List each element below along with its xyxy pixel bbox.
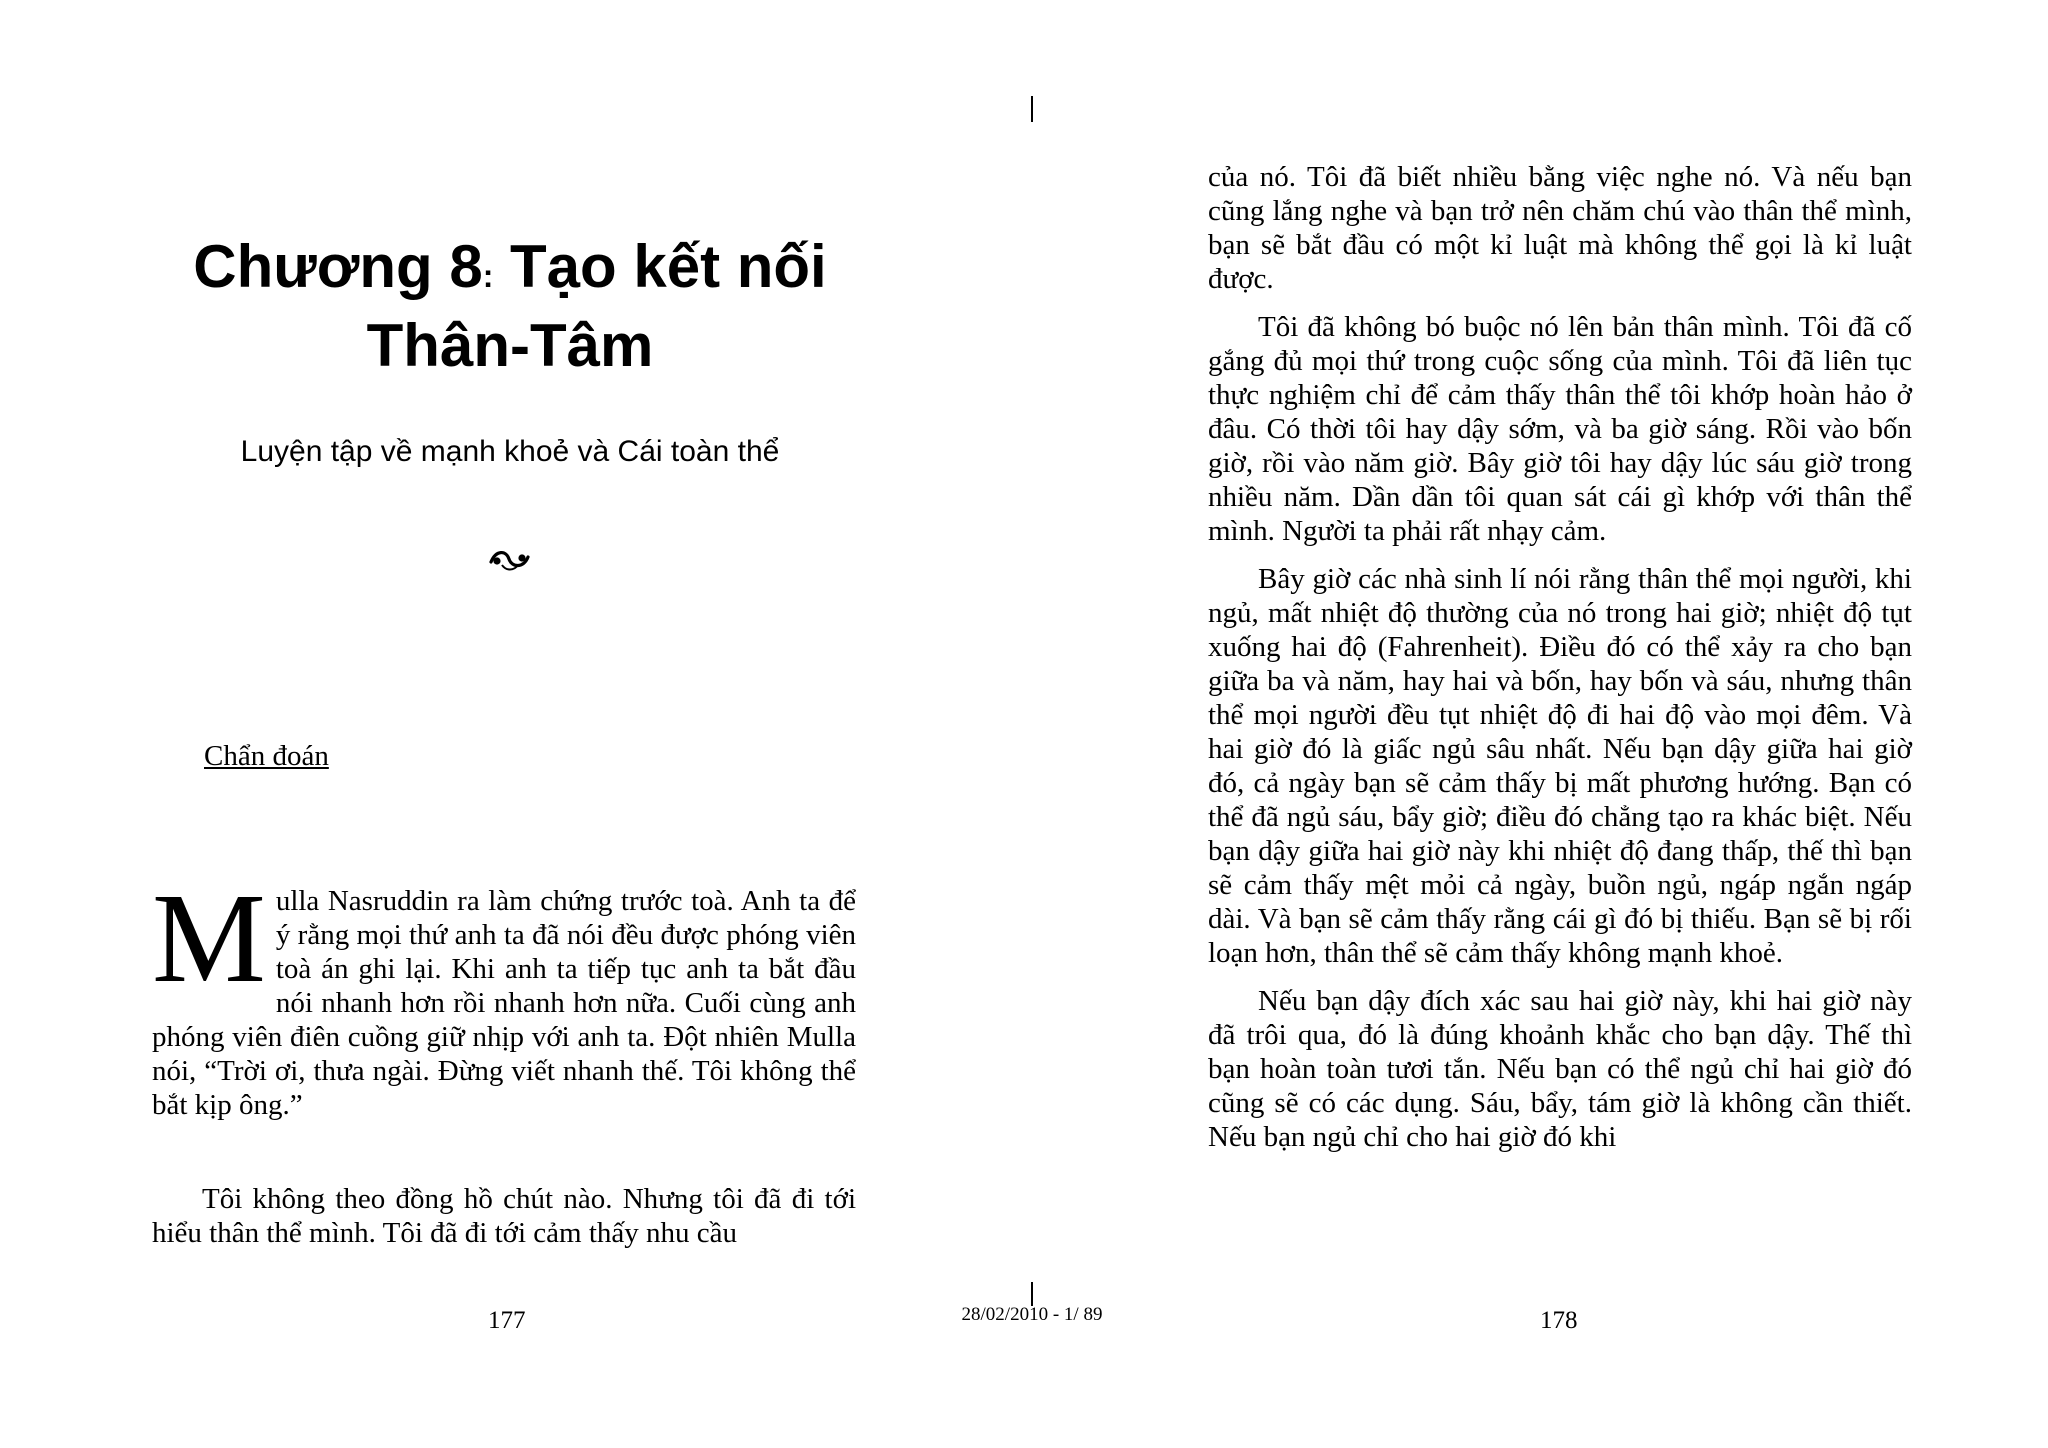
opening-paragraph [152,867,856,1122]
chapter-subtitle: Luyện tập về mạnh khoẻ và Cái toàn thể [240,435,780,468]
page-number-left: 177 [488,1307,526,1334]
section-heading: Chẩn đoán [204,740,329,772]
chapter-title [120,232,900,381]
right-paragraph-3: Bây giờ các nhà sinh lí nói rằng thân thể mọi người, khi ngủ, mất nhiệt độ thường của nó trong hai giờ; nhiệt độ tụt xuống hai độ (Fahrenheit). Điều đó có thể xảy ra cho bạn giữa ba và năm, hay hai và bốn, hay bốn và sáu, nhưng thân thể mọi người đều tụt nhiệt độ đi hai độ vào mọi đêm. Và hai giờ đó là giấc ngủ sâu nhất. Nếu bạn dậy giữa hai giờ đó, cả ngày bạn sẽ cảm thấy bị mất phương hướng. Bạn có thể đã ngủ sáu, bẩy giờ; điều đó chẳng tạo ra khác biệt. Nếu bạn dậy giữa hai giờ này khi nhiệt độ đang thấp, thế thì bạn sẽ cảm thấy mệt mỏi cả ngày, buồn ngủ, ngáp ngắn ngáp dài. Và bạn sẽ cảm thấy rằng cái gì đó bị thiếu. Bạn sẽ bị rối loạn hơn, thân thể sẽ cảm thấy không mạnh khoẻ. [1208,563,1912,969]
page-number-right: 178 [1540,1307,1578,1334]
drop-cap: M [152,867,266,1009]
right-paragraph-4: Nếu bạn dậy đích xác sau hai giờ này, khi hai giờ này đã trôi qua, đó là đúng khoảnh khắc cho bạn dậy. Thế thì bạn hoàn toàn tươi tắn. Nếu bạn có thể ngủ chỉ hai giờ đó cũng sẽ có các dụng. Sáu, bẩy, tám giờ là không cần thiết. Nếu bạn ngủ chỉ cho hai giờ đó khi [1208,985,1912,1153]
opening-paragraph-text: ulla Nasruddin ra làm chứng trước toà. Anh ta để ý rằng mọi thứ anh ta đã nói đều được phóng viên toà án ghi lại. Khi anh ta tiếp tục anh ta bắt đầu nói nhanh hơn rồi nhanh hơn nữa. Cuối cùng anh phóng viên điên cuồng giữ nhịp với anh ta. Đột nhiên Mulla nói, “Trời ơi, thưa ngài. Đừng viết nhanh thế. Tôi không thể bắt kịp ông.” [152,885,856,1121]
chapter-separator: : [482,258,494,294]
right-paragraph-2: Tôi đã không bó buộc nó lên bản thân mình. Tôi đã cố gắng đủ mọi thứ trong cuộc sống của mình. Tôi đã liên tục thực nghiệm chỉ để cảm thấy thân thể tôi khớp hoàn hảo ở đâu. Có thời tôi hay dậy sớm, và ba giờ sáng. Rồi vào bốn giờ, rồi vào năm giờ. Bây giờ tôi hay dậy lúc sáu giờ trong nhiều năm. Dần dần tôi quan sát cái gì khớp với thân thể mình. Người ta phải rất nhạy cảm. [1208,311,1912,547]
fleuron-icon [488,546,532,572]
right-paragraph-1: của nó. Tôi đã biết nhiều bằng việc nghe nó. Và nếu bạn cũng lắng nghe và bạn trở nên chăm chú vào thân thể mình, bạn sẽ bắt đầu có một kỉ luật mà không thể gọi là kỉ luật được. [1208,161,1912,295]
left-paragraph-2: Tôi không theo đồng hồ chút nào. Nhưng tôi đã đi tới hiểu thân thể mình. Tôi đã đi tới cảm thấy nhu cầu [152,1183,856,1249]
footer-date-page: 28/02/2010 - 1/ 89 [961,1304,1103,1325]
right-page-text [1208,160,1912,1168]
chapter-label: Chương 8 [193,233,483,300]
chapter-title-line2: Thân-Tâm [366,312,654,379]
chapter-title-line1: Tạo kết nối [510,233,827,300]
